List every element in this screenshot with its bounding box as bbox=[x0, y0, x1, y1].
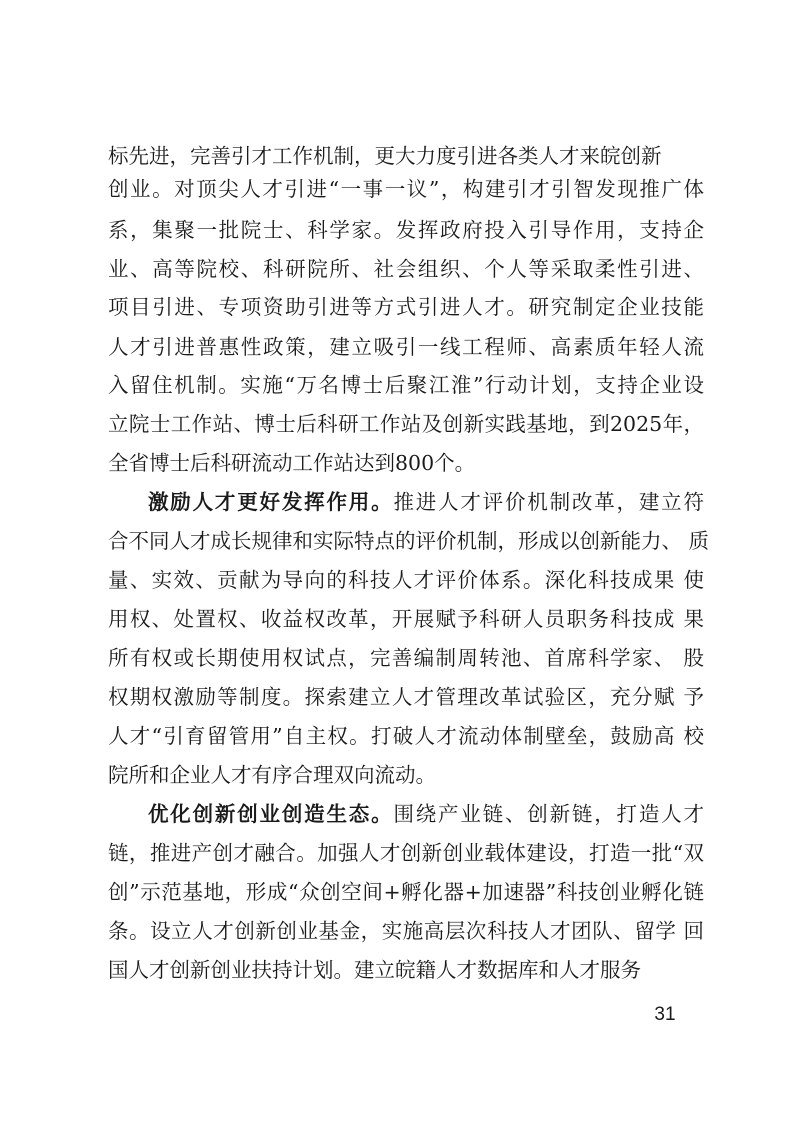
paragraph-3-heading: 优化创新创业创造生态。 bbox=[148, 802, 394, 826]
paragraph-3-line-2: 链，推进产创才融合。加强人才创新创业载体建设，打造一批“双 bbox=[108, 841, 704, 865]
paragraph-1-line-9: 全省博士后科研流动工作站达到800个。 bbox=[108, 451, 476, 475]
paragraph-3-line-1 bbox=[148, 799, 704, 829]
paragraph-1-line-1: 标先进，完善引才工作机制，更大力度引进各类人才来皖创新 bbox=[108, 144, 662, 168]
paragraph-2-line-1 bbox=[148, 487, 704, 517]
paragraph-1-line-7: 入留住机制。实施“万名博士后聚江淮”行动计划，支持企业设 bbox=[108, 373, 704, 397]
paragraph-2-line-7: 人才“引育留管用”自主权。打破人才流动体制壁垒，鼓励高 校 bbox=[108, 724, 704, 748]
paragraph-1-line-4: 业、高等院校、科研院所、社会组织、个人等采取柔性引进、 bbox=[108, 257, 704, 281]
paragraph-2-line-8: 院所和企业人才有序合理双向流动。 bbox=[108, 763, 436, 787]
paragraph-2-heading: 激励人才更好发挥作用。 bbox=[148, 490, 394, 514]
paragraph-2-line-3: 量、实效、贡献为导向的科技人才评价体系。深化科技成果 使 bbox=[108, 568, 704, 592]
paragraph-2-line-1-rest: 推进人才评价机制改革，建立符 bbox=[393, 490, 704, 514]
paragraph-1-line-3: 系，集聚一批院士、科学家。发挥政府投入引导作用，支持企 bbox=[108, 218, 704, 242]
paragraph-2-line-5: 所有权或长期使用权试点，完善编制周转池、首席科学家、 股 bbox=[108, 646, 704, 670]
paragraph-1-line-2: 创业。对顶尖人才引进“一事一议”，构建引才引智发现推广体 bbox=[108, 177, 704, 201]
page-number: 31 bbox=[654, 1004, 676, 1025]
paragraph-1-line-6: 人才引进普惠性政策，建立吸引一线工程师、高素质年轻人流 bbox=[108, 335, 704, 359]
paragraph-2-line-6: 权期权激励等制度。探索建立人才管理改革试验区，充分赋 予 bbox=[108, 685, 704, 709]
paragraph-1-line-5: 项目引进、专项资助引进等方式引进人才。研究制定企业技能 bbox=[108, 295, 704, 319]
paragraph-3-line-4: 条。设立人才创新创业基金，实施高层次科技人才团队、留学 回 bbox=[108, 919, 704, 943]
paragraph-3-line-5: 国人才创新创业扶持计划。建立皖籍人才数据库和人才服务 bbox=[108, 958, 641, 982]
paragraph-3-line-1-rest: 围绕产业链、创新链，打造人才 bbox=[393, 802, 704, 826]
paragraph-1-line-8: 立院士工作站、博士后科研工作站及创新实践基地，到2025年， bbox=[108, 412, 704, 436]
paragraph-3-line-3: 创”示范基地，形成“众创空间+孵化器+加速器”科技创业孵化链 bbox=[108, 880, 704, 904]
paragraph-2-line-2: 合不同人才成长规律和实际特点的评价机制，形成以创新能力、 质 bbox=[108, 529, 710, 553]
paragraph-2-line-4: 用权、处置权、收益权改革，开展赋予科研人员职务科技成 果 bbox=[108, 607, 704, 631]
